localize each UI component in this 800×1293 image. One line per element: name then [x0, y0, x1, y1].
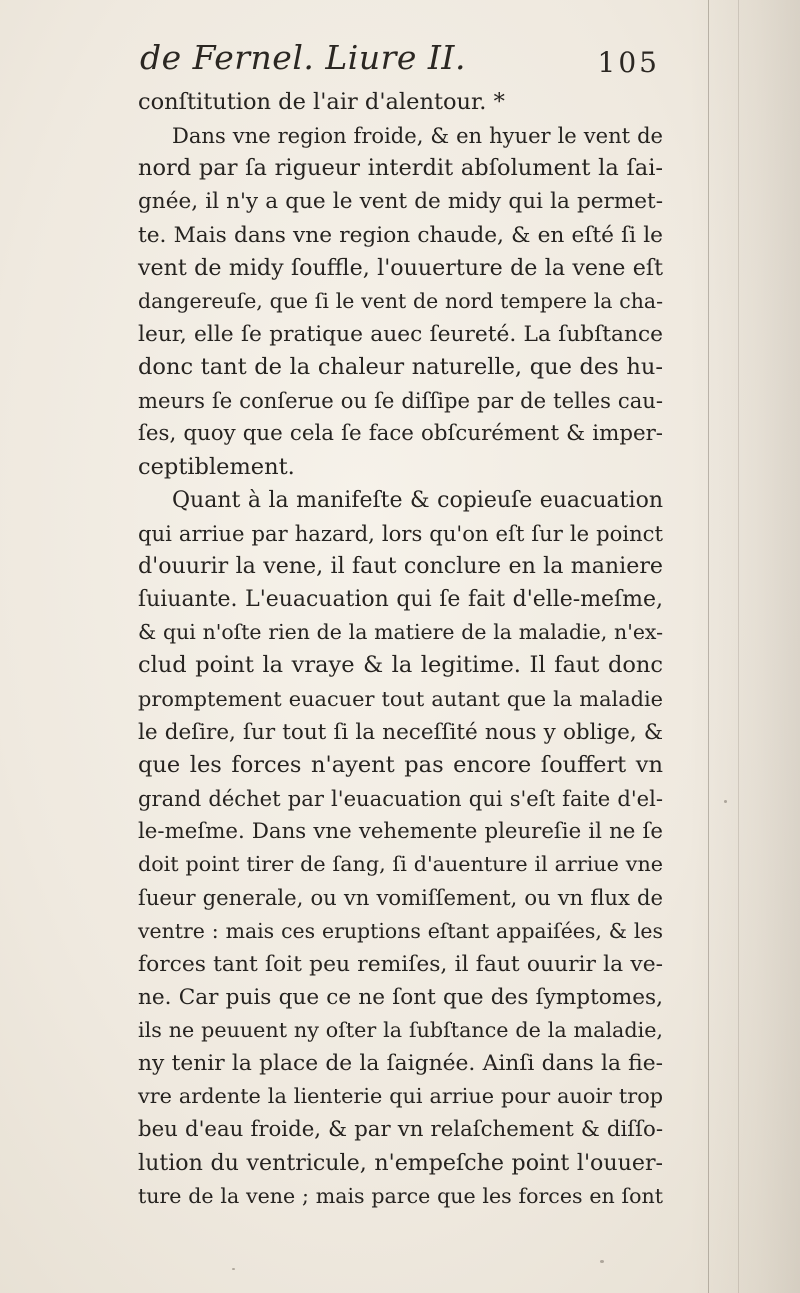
page-number: 105 [597, 46, 660, 79]
text-line: ils ne peuuent ny oſter la ſubſtance de la maladie, [138, 1017, 663, 1042]
text-line: ture de la vene ; mais parce que les forces en ſont [138, 1183, 663, 1208]
text-line: ſuiuante. L'euacuation qui ſe fait d'elle-meſme, [138, 587, 663, 613]
text-line: le deſire, ſur tout ſi la neceſſité nous y oblige, & [138, 719, 663, 745]
text-line: Dans vne region froide, & en hyuer le vent de [172, 123, 663, 149]
running-head: de Fernel. Liure II. [140, 38, 466, 77]
text-line: te. Mais dans vne region chaude, & en eſté ſi le [138, 222, 663, 248]
text-line: & qui n'oſte rien de la matiere de la maladie, n'ex- [138, 620, 663, 645]
text-line: ceptiblement. [138, 453, 295, 480]
text-line: beu d'eau froide, & par vn relaſchement & diſſo- [138, 1117, 663, 1143]
text-line: le-meſme. Dans vne vehemente pleureſie il ne ſe [138, 819, 663, 845]
text-line: conſtitution de l'air d'alentour. * [138, 89, 505, 115]
text-line: que les forces n'ayent pas encore ſouffert vn [138, 751, 663, 778]
text-line: ny tenir la place de la ſaignée. Ainſi dans la fie- [138, 1051, 663, 1077]
text-line: ventre : mais ces eruptions eſtant appaiſées, & les [138, 918, 663, 943]
text-line: meurs ſe conſerue ou ſe diſſipe par de telles cau- [138, 388, 663, 414]
text-line: grand déchet par l'euacuation qui s'eſt faite d'el- [138, 785, 663, 811]
text-line: donc tant de la chaleur naturelle, que des hu- [138, 354, 663, 381]
body-text [138, 86, 663, 1213]
text-line: doit point tirer de ſang, ſi d'auenture il arriue vne [138, 852, 663, 877]
text-line: ne. Car puis que ce ne ſont que des ſymptomes, [138, 984, 663, 1010]
text-line: ſes, quoy que cela ſe face obſcurément & imper- [138, 421, 663, 447]
text-line: nord par ſa rigueur interdit abſolument la ſai- [138, 155, 663, 182]
page-edge-shadow [690, 0, 800, 1293]
text-line: vent de midy ſouffle, l'ouuerture de la vene eſt [138, 254, 663, 281]
text-line: d'ouurir la vene, il faut conclure en la maniere [138, 552, 663, 579]
text-line: qui arriue par hazard, lors qu'on eſt ſur le poinct [138, 520, 663, 546]
text-line: promptement euacuer tout autant que la maladie [138, 686, 663, 711]
text-line: lution du ventricule, n'empeſche point l'ouuer- [138, 1149, 663, 1176]
text-line: gnée, il n'y a que le vent de midy qui la permet- [138, 189, 663, 215]
paper-speck [600, 1260, 604, 1263]
text-line: dangereuſe, que ſi le vent de nord tempere la cha- [138, 288, 663, 313]
text-line: vre ardente la lienterie qui arriue pour auoir trop [138, 1084, 663, 1109]
text-line: Quant à la manifeſte & copieuſe euacuation [172, 487, 663, 513]
text-line: leur, elle ſe pratique auec ſeureté. La ſubſtance [138, 321, 663, 347]
paper-speck [232, 1268, 235, 1270]
text-line: ſueur generale, ou vn vomiſſement, ou vn flux de [138, 885, 663, 911]
page-edge-line [708, 0, 709, 1293]
text-line: forces tant ſoit peu remiſes, il faut ouurir la ve- [138, 951, 663, 977]
text-line: clud point la vraye & la legitime. Il faut donc [138, 652, 663, 679]
page-edge-line [738, 0, 739, 1293]
page-header [140, 38, 660, 86]
paper-speck [724, 800, 727, 803]
